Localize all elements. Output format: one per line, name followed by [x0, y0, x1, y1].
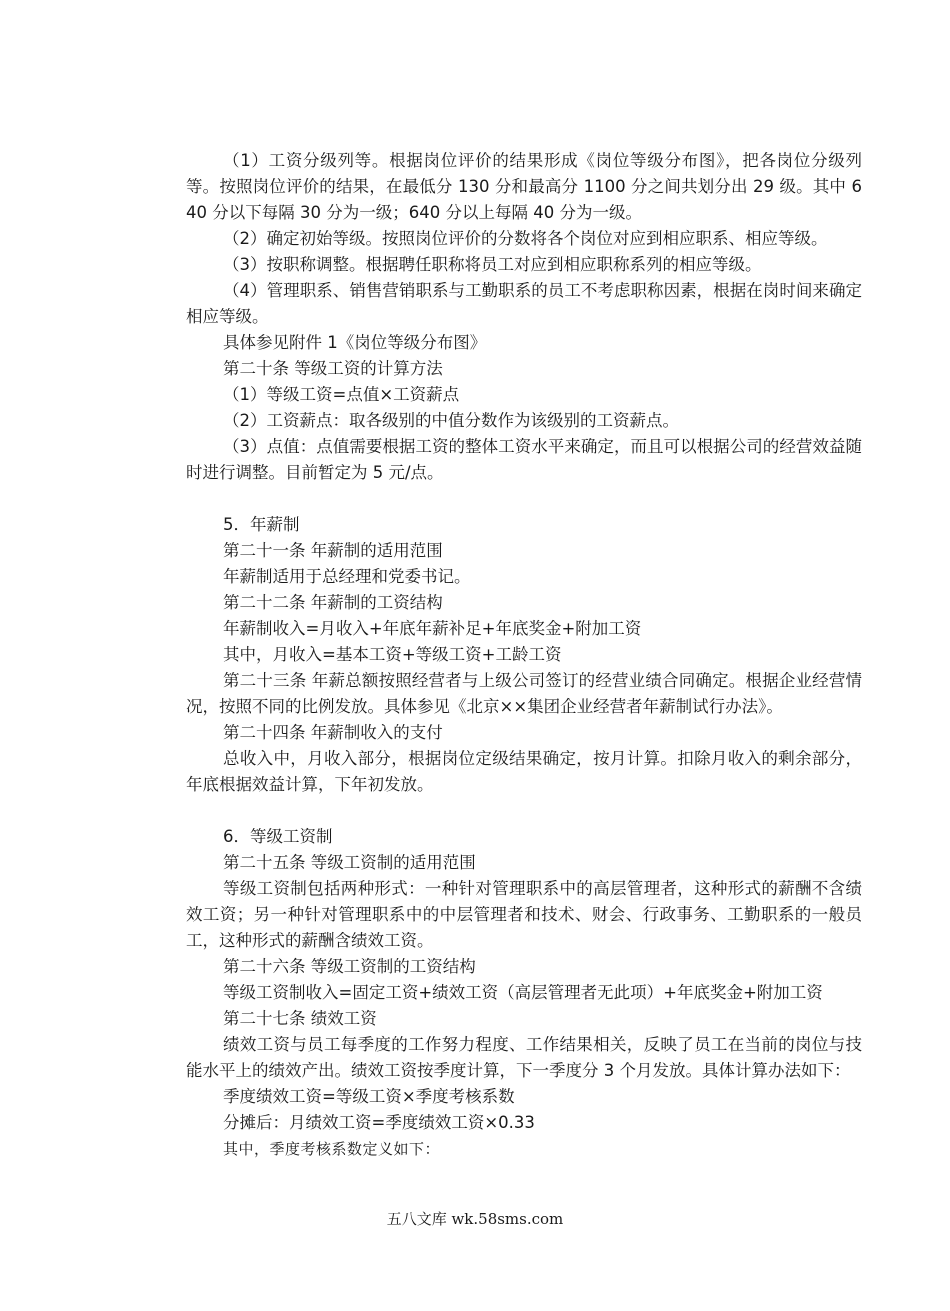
paragraph-initial-grade: （2）确定初始等级。按照岗位评价的分数将各个岗位对应到相应职系、相应等级。 [223, 229, 828, 248]
paragraph-annual-income-formula: 年薪制收入=月收入+年底年薪补足+年底奖金+附加工资 [223, 619, 642, 638]
article-24-heading: 第二十四条 年薪制收入的支付 [223, 723, 443, 742]
page-footer: 五八文库 wk.58sms.com [386, 1210, 564, 1228]
paragraph-other-series: （4）管理职系、销售营销职系与工勤职系的员工不考虑职称因素，根据在岗时间来确定相应等级。 [186, 281, 862, 326]
article-25-heading: 第二十五条 等级工资制的适用范围 [223, 853, 476, 872]
paragraph-monthly-income-formula: 其中，月收入=基本工资+等级工资+工龄工资 [223, 645, 562, 664]
paragraph-grade-system-forms: 等级工资制包括两种形式：一种针对管理职系中的高层管理者，这种形式的薪酬不含绩效工资；另一种针对管理职系中的中层管理者和技术、财会、行政事务、工勤职系的一般员工，这种形式的薪酬含绩效工资。 [186, 879, 862, 950]
article-26-heading: 第二十六条 等级工资制的工资结构 [223, 957, 476, 976]
paragraph-salary-grading: （1）工资分级列等。根据岗位评价的结果形成《岗位等级分布图》，把各岗位分级列等。按照岗位评价的结果，在最低分 130 分和最高分 1100 分之间共划分出 29 级。其中 640 分以下每隔 30 分为一级；640 分以上每隔 40 分为一级。 [186, 151, 862, 222]
section-spacer [186, 798, 862, 824]
paragraph-annual-payment: 总收入中，月收入部分，根据岗位定级结果确定，按月计算。扣除月收入的剩余部分，年底根据效益计算，下年初发放。 [186, 749, 862, 794]
paragraph-performance-pay: 绩效工资与员工每季度的工作努力程度、工作结果相关，反映了员工在当前的岗位与技能水平上的绩效产出。绩效工资按季度计算，下一季度分 3 个月发放。具体计算办法如下： [186, 1035, 862, 1080]
paragraph-grade-income-formula: 等级工资制收入=固定工资+绩效工资（高层管理者无此项）+年底奖金+附加工资 [223, 983, 823, 1002]
article-21-heading: 第二十一条 年薪制的适用范围 [223, 541, 443, 560]
article-27-heading: 第二十七条 绩效工资 [223, 1009, 377, 1028]
article-22-heading: 第二十二条 年薪制的工资结构 [223, 593, 443, 612]
paragraph-coefficient-intro: 其中，季度考核系数定义如下： [223, 1140, 441, 1158]
paragraph-grade-salary-formula: （1）等级工资=点值×工资薪点 [223, 385, 460, 404]
article-23-paragraph: 第二十三条 年薪总额按照经营者与上级公司签订的经营业绩合同确定。根据企业经营情况，按照不同的比例发放。具体参见《北京××集团企业经营者年薪制试行办法》。 [186, 671, 862, 716]
paragraph-attachment-ref: 具体参见附件 1《岗位等级分布图》 [223, 333, 487, 352]
section-spacer [186, 486, 862, 512]
paragraph-salary-points: （2）工资薪点：取各级别的中值分数作为该级别的工资薪点。 [223, 411, 679, 430]
article-20-heading: 第二十条 等级工资的计算方法 [223, 359, 443, 378]
paragraph-monthly-formula: 分摊后：月绩效工资=季度绩效工资×0.33 [223, 1113, 535, 1132]
paragraph-annual-scope: 年薪制适用于总经理和党委书记。 [223, 567, 471, 586]
paragraph-title-adjust: （3）按职称调整。根据聘任职称将员工对应到相应职称系列的相应等级。 [223, 255, 762, 274]
paragraph-point-value: （3）点值：点值需要根据工资的整体工资水平来确定，而且可以根据公司的经营效益随时进行调整。目前暂定为 5 元/点。 [186, 437, 862, 482]
paragraph-quarterly-formula: 季度绩效工资=等级工资×季度考核系数 [223, 1087, 515, 1106]
section-5-heading: 5．年薪制 [223, 515, 300, 534]
section-6-heading: 6．等级工资制 [223, 827, 333, 846]
document-body [186, 148, 862, 1162]
